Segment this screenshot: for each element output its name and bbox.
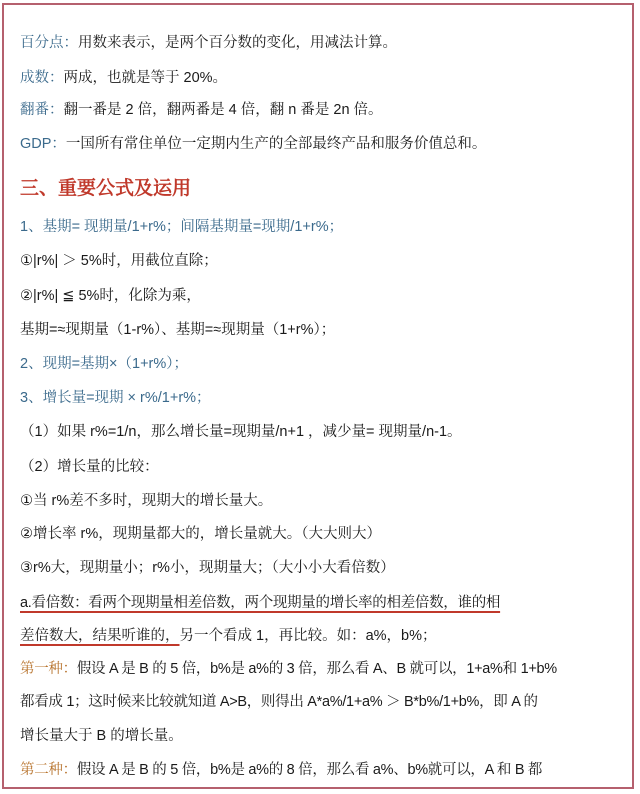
formula-3-note: ①当 r%差不多时，现期大的增长量大。 [20,493,273,509]
case-2-text: 假设 A 是 B 的 5 倍，b%是 a%的 8 倍，那么看 a%、b%就可以，A 和 B 都 [76,762,543,778]
definition-fanfan [20,98,383,119]
case-2-line-1 [20,758,542,779]
term-label: 成数： [20,70,64,86]
formula-3-note: （2）增长量的比较： [20,459,159,475]
formula-3-note: （1）如果 r%=1/n，那么增长量=现期量/n+1 ，减少量= 现期量/n-1。 [20,424,462,440]
case-2-label: 第二种： [20,762,77,778]
term-text: 两成，也就是等于 20%。 [63,70,228,86]
definition-gdp [20,132,486,153]
section-heading: 三、重要公式及运用 [20,178,192,199]
term-text: 用数来表示，是两个百分数的变化，用减法计算。 [78,35,397,51]
definition-percentage-point [20,31,397,52]
formula-1-note: 基期=≈现期量（1-r%）、基期=≈现期量（1+r%）； [20,322,336,338]
method-a-line-1: a.看倍数：看两个现期量相差倍数，两个现期量的增长率的相差倍数，谁的相 [20,595,501,611]
term-label: GDP： [20,136,66,152]
method-a-underlined: 差倍数大，结果听谁的， [20,628,180,644]
formula-3-note: ③r%大，现期量小；r%小，现期量大；（大小小大看倍数） [20,560,395,576]
term-label: 百分点： [20,35,78,51]
case-1-line-2: 都看成 1；这时候来比较就知道 A>B，则得出 A*a%/1+a% ＞ B*b%/1+b%，即 A 的 [20,694,538,710]
term-label: 翻番： [20,102,64,118]
case-1-line-3: 增长量大于 B 的增长量。 [20,728,183,744]
case-1-line-1 [20,657,557,678]
method-a-rest: 另一个看成 1，再比较。如：a%，b%； [179,628,437,644]
formula-3: 3、增长量=现期 × r%/1+r%； [20,390,211,406]
formula-3-note: ②增长率 r%，现期量都大的，增长量就大。（大大则大） [20,526,381,542]
case-1-text: 假设 A 是 B 的 5 倍，b%是 a%的 3 倍，那么看 A、B 就可以，1+a%和 1+b% [76,661,557,677]
formula-1: 1、基期= 现期量/1+r%；间隔基期量=现期/1+r%； [20,219,344,235]
case-1-label: 第一种： [20,661,77,677]
method-a-line-2 [20,624,437,645]
formula-1-note: ②|r%| ≦ 5%时，化除为乘， [20,288,201,304]
definition-chengshu [20,66,227,87]
term-text: 一国所有常住单位一定期内生产的全部最终产品和服务价值总和。 [65,136,487,152]
formula-1-note: ①|r%| ＞ 5%时，用截位直除； [20,253,218,269]
term-text: 翻一番是 2 倍，翻两番是 4 倍，翻 n 番是 2n 倍。 [63,102,383,118]
formula-2: 2、现期=基期×（1+r%）； [20,356,189,372]
